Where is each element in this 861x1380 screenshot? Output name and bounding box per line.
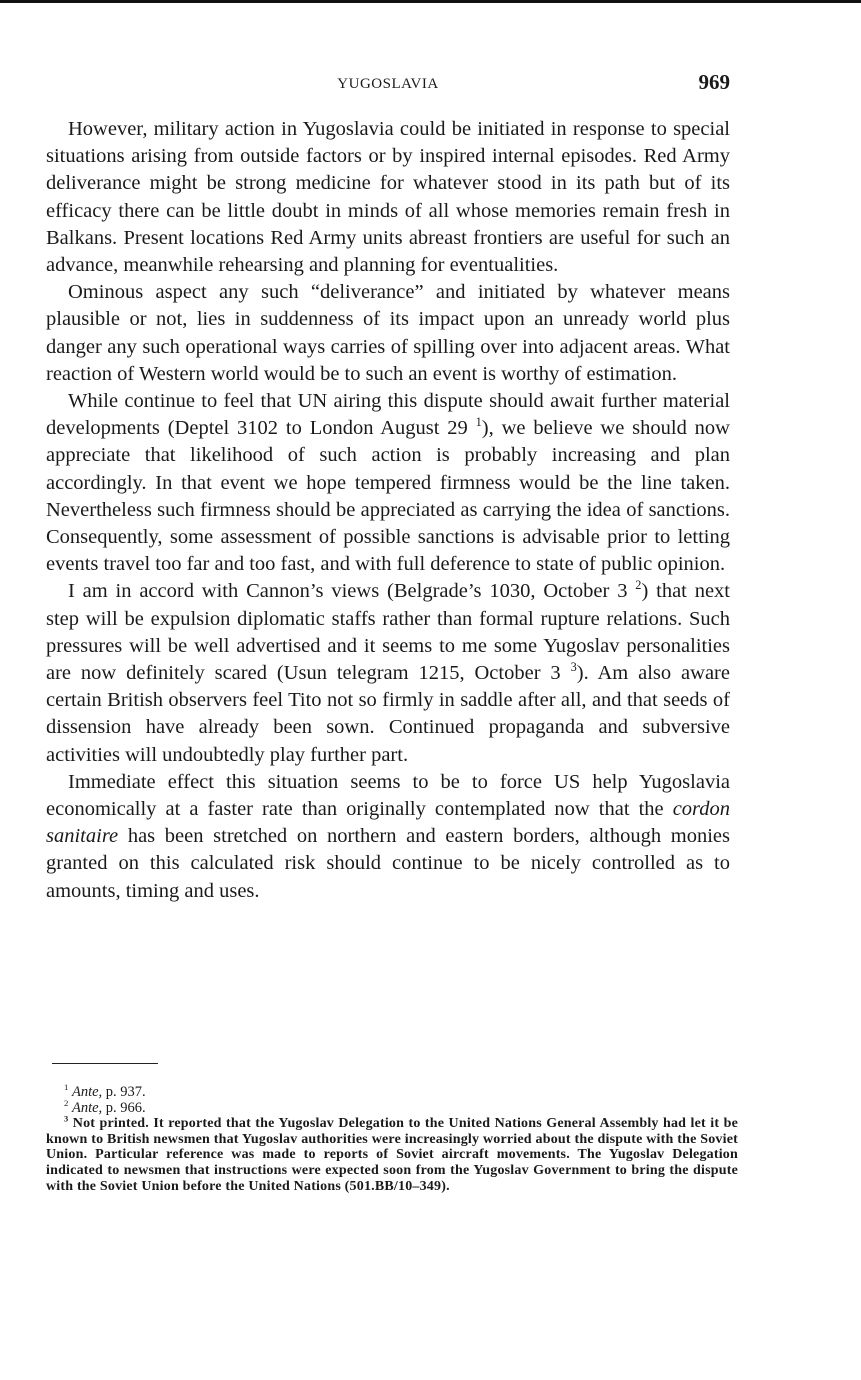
- top-border-rule: [0, 0, 861, 3]
- footnote-1: [46, 1082, 738, 1101]
- paragraph-5-italic-phrase: cordon sanitaire: [46, 798, 731, 848]
- footnote-2-marker: 2: [64, 1097, 69, 1108]
- footnote-2: [46, 1097, 738, 1117]
- paragraph-4-text-start: I am in accord with Cannon’s views (Belgrade’s 1030, October 3: [68, 580, 628, 603]
- footnote-1-italic: Ante,: [71, 1084, 103, 1100]
- paragraph-4: [46, 578, 730, 768]
- paragraph-4-text-end: ). Am also aware certain British observers feel Tito not so firmly in saddle after all, and that seeds of dissension have already been sown. Continued propaganda and subversive activities will undoubtedly play further part.: [46, 662, 730, 766]
- footnotes: [46, 1082, 738, 1194]
- footnote-ref-1[interactable]: 1: [475, 415, 482, 430]
- footnote-1-text: p. 937.: [105, 1084, 146, 1100]
- paragraph-3: [46, 388, 730, 578]
- paragraph-4-text-middle: ) that next step will be expulsion diplomatic staffs rather than formal rupture relations. Such pressures will be well advertised and it seems to me some Yugoslav personalities are now definitely scared (Usun telegram 1215, October 3: [46, 580, 730, 685]
- footnote-divider: [52, 1063, 158, 1064]
- page-number: 969: [698, 70, 730, 94]
- paragraph-5-text-end: has been stretched on northern and eastern borders, although monies granted on this calculated risk should continue to be nicely controlled as to amounts, timing and uses.: [46, 825, 730, 902]
- footnote-ref-3[interactable]: 3: [570, 660, 577, 675]
- paragraph-2: [46, 279, 730, 388]
- footnote-ref-2[interactable]: 2: [635, 578, 642, 593]
- paragraph-1-text: However, military action in Yugoslavia could be initiated in response to special situations arising from outside factors or by inspired internal episodes. Red Army deliverance might be strong medicine for whatever stood in its path but of its efficacy there can be little doubt in minds of all whose memories remain fresh in Balkans. Present locations Red Army units abreast frontiers are useful for such an advance, meanwhile rehearsing and planning for eventualities.: [46, 118, 730, 277]
- footnote-1-marker: 1: [64, 1082, 69, 1093]
- footnote-3-text: Not printed. It reported that the Yugoslav Delegation to the United Nations General Assembly had let it be known to British newsmen that Yugoslav authorities were increasingly worried about the dispute with the Soviet Union. Particular reference was made to reports of Soviet aircraft movements. The Yugoslav Delegation indicated to newsmen that instructions were expected soon from the Yugoslav Government to bring the dispute with the Soviet Union before the United Nations (501.BB/10–349).: [46, 1116, 738, 1194]
- main-text: [46, 116, 730, 905]
- footnote-3-marker: 3: [64, 1114, 69, 1124]
- paragraph-3-text-start: While continue to feel that UN airing this dispute should await further material developments (Deptel 3102 to London August 29: [46, 390, 730, 440]
- paragraph-5-text-start: Immediate effect this situation seems to be to force US help Yugoslavia economically at a faster rate than originally contemplated now that the: [46, 770, 730, 821]
- running-title: YUGOSLAVIA: [337, 76, 439, 92]
- paragraph-1: [46, 116, 730, 279]
- footnote-3: [46, 1116, 738, 1194]
- paragraph-2-text: Ominous aspect any such “deliverance” and initiated by whatever means plausible or not, lies in suddenness of its impact upon an unready world plus danger any such operational ways carries of spilling over into adjacent areas. What reaction of Western world would be to such an event is worthy of estimation.: [46, 281, 730, 385]
- paragraph-3-text-end: ), we believe we should now appreciate that likelihood of such action is probably increasing and plan accordingly. In that event we hope tempered firmness would be the line taken. Nevertheless such firmness should be appreciated as carrying the idea of sanctions. Consequently, some assessment of possible sanctions is advisable prior to letting events travel too far and too fast, and with full deference to state of public opinion.: [46, 417, 730, 576]
- footnote-2-italic: Ante,: [71, 1099, 103, 1116]
- footnote-2-text: p. 966.: [105, 1099, 146, 1116]
- paragraph-5: [46, 769, 730, 905]
- running-head: [46, 70, 730, 100]
